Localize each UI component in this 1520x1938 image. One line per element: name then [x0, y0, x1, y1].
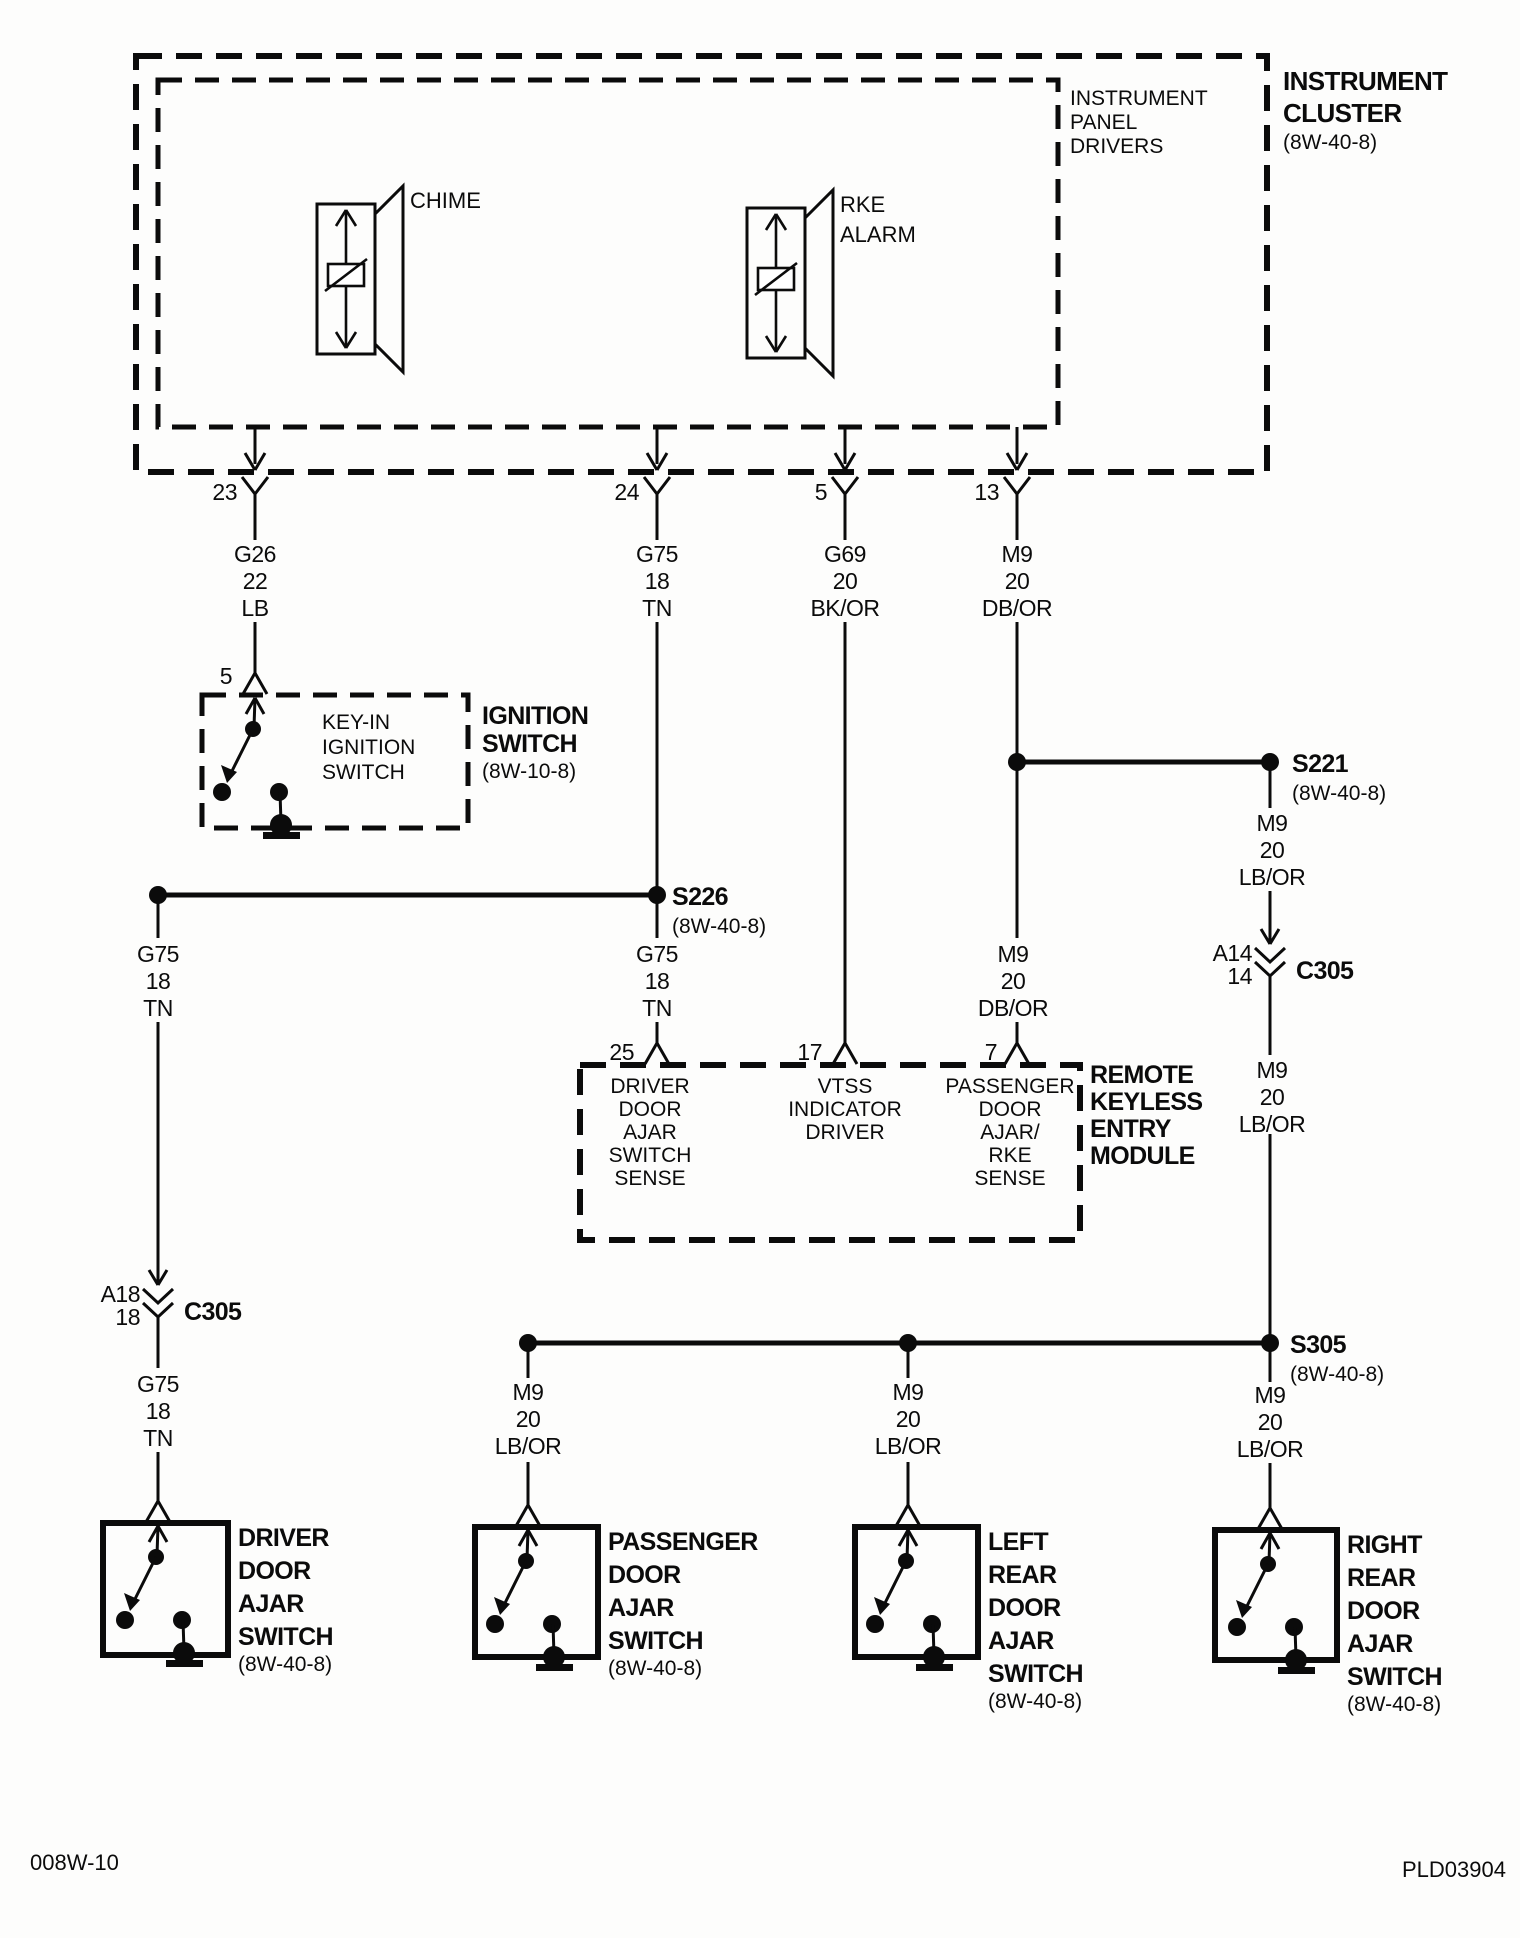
driver-sw-2: DOOR [238, 1557, 311, 1585]
s221-label: S221 [1292, 750, 1348, 778]
wire-m9lb-p-color: LB/OR [494, 1433, 562, 1459]
cluster-ref: (8W-40-8) [1283, 131, 1378, 154]
rke-pin-25-connector [645, 1043, 669, 1064]
rke-alarm-relay-symbol [747, 190, 916, 376]
wire-m9db2-circuit: M9 [997, 941, 1029, 967]
rke-dd-3: AJAR [623, 1121, 677, 1144]
ignition-pin-connector [243, 673, 267, 694]
rke-vtss-3: DRIVER [805, 1121, 885, 1144]
wire-g69-gauge: 20 [832, 568, 858, 594]
pass-sw-2: DOOR [608, 1561, 681, 1589]
lr-sw-2: REAR [988, 1561, 1057, 1589]
rke-dd-4: SWITCH [608, 1144, 692, 1167]
passenger-door-switch-symbol [486, 1530, 573, 1671]
instrument-panel-drivers-label [1070, 87, 1208, 158]
wire-g75b-circuit: G75 [636, 941, 678, 967]
pass-sw-1: PASSENGER [608, 1528, 758, 1556]
pin-23-label: 23 [212, 479, 237, 505]
key-in-label-line3: SWITCH [322, 761, 405, 784]
s305-label: S305 [1290, 1331, 1346, 1359]
wire-g75-pin24 [609, 514, 678, 1065]
left-rear-door-switch-connector [896, 1505, 920, 1526]
c305-a18-label: C305 [184, 1298, 242, 1326]
wire-g75b-gauge: 18 [644, 968, 670, 994]
passenger-door-switch-connector [516, 1505, 540, 1526]
lr-sw-1: LEFT [988, 1528, 1049, 1556]
instrument-cluster-title [1283, 66, 1448, 154]
wire-g75-color: TN [642, 595, 672, 621]
splice-s221 [1008, 750, 1386, 805]
rke-pd-5: SENSE [974, 1167, 1046, 1190]
wire-g26 [220, 514, 276, 694]
wire-m9lb-r1-color: LB/OR [1238, 864, 1306, 890]
pass-sw-ref: (8W-40-8) [608, 1657, 703, 1680]
c305-a18-terminal: 18 [115, 1304, 140, 1330]
wire-g26-circuit: G26 [234, 541, 276, 567]
key-in-label-line2: IGNITION [322, 736, 416, 759]
rke-dd-5: SENSE [614, 1167, 686, 1190]
rr-sw-1: RIGHT [1347, 1531, 1422, 1559]
rke-pin-7-connector [1005, 1043, 1029, 1064]
wire-g75-gauge: 18 [644, 568, 670, 594]
rr-sw-5: SWITCH [1347, 1663, 1442, 1691]
wire-g75-left [101, 903, 242, 1522]
instrument-panel-drivers-box [158, 80, 1058, 427]
lr-sw-4: AJAR [988, 1627, 1054, 1655]
wire-g75-l2-color: TN [143, 1425, 173, 1451]
wire-g75-circuit: G75 [636, 541, 678, 567]
rke-alarm-label-line2: ALARM [840, 222, 916, 247]
plate-number: PLD03904 [1402, 1857, 1506, 1882]
wire-m9lb-rr-circuit: M9 [1254, 1382, 1286, 1408]
wire-m9lb-rr-gauge: 20 [1257, 1409, 1283, 1435]
rr-sw-3: DOOR [1347, 1597, 1420, 1625]
wire-m9lb-rr-color: LB/OR [1236, 1436, 1304, 1462]
wire-g75-l1-gauge: 18 [145, 968, 171, 994]
panel-label-line1: INSTRUMENT [1070, 87, 1208, 110]
wire-m9lb-r2-color: LB/OR [1238, 1111, 1306, 1137]
wire-g75b-color: TN [642, 995, 672, 1021]
wire-m9-dbor [978, 514, 1052, 1065]
wire-m9lb-p-gauge: 20 [515, 1406, 541, 1432]
wire-m9-lbor-passenger [495, 1351, 562, 1526]
ignition-title-line1: IGNITION [482, 702, 589, 730]
chime-label: CHIME [410, 188, 481, 213]
driver-sw-4: SWITCH [238, 1623, 333, 1651]
panel-label-line3: DRIVERS [1070, 135, 1164, 158]
rr-sw-2: REAR [1347, 1564, 1416, 1592]
driver-door-switch-symbol [116, 1526, 203, 1667]
panel-label-line2: PANEL [1070, 111, 1138, 134]
rke-title-4: MODULE [1090, 1142, 1195, 1170]
s226-label: S226 [672, 883, 728, 911]
rke-pin-25-label: 25 [609, 1039, 634, 1065]
c305-a14-terminal: 14 [1227, 963, 1252, 989]
rke-driver-door-sense-label [609, 1075, 692, 1190]
diagram-number: 008W-10 [30, 1850, 119, 1875]
ignition-ref: (8W-10-8) [482, 760, 577, 783]
rr-sw-4: AJAR [1347, 1630, 1413, 1658]
wire-m9-lbor-leftrear [875, 1351, 942, 1526]
rke-module-box [580, 1061, 1203, 1240]
wire-m9-lbor-right [1213, 770, 1354, 1343]
wire-g75-l1-color: TN [143, 995, 173, 1021]
c305-a14-label: C305 [1296, 957, 1354, 985]
rke-module-title [1090, 1061, 1203, 1170]
driver-sw-3: AJAR [238, 1590, 304, 1618]
pin-24-label: 24 [614, 479, 639, 505]
driver-sw-1: DRIVER [238, 1524, 329, 1552]
lr-sw-ref: (8W-40-8) [988, 1690, 1083, 1713]
wire-g26-gauge: 22 [242, 568, 268, 594]
passenger-door-ajar-switch [475, 1527, 758, 1680]
wire-g75-l2-gauge: 18 [145, 1398, 171, 1424]
pass-sw-3: AJAR [608, 1594, 674, 1622]
wire-m9lb-lr-gauge: 20 [895, 1406, 921, 1432]
cluster-title-line2: CLUSTER [1283, 98, 1402, 128]
ignition-switch-box [202, 695, 588, 839]
rke-title-3: ENTRY [1090, 1115, 1171, 1143]
wire-m9lb-p-circuit: M9 [512, 1379, 544, 1405]
rke-pin-7-label: 7 [984, 1039, 997, 1065]
rke-vtss-driver-label [788, 1075, 902, 1144]
c305-a18-cavity: A18 [100, 1281, 140, 1307]
wire-m9lb-r2-gauge: 20 [1259, 1084, 1285, 1110]
pin-13-label: 13 [974, 479, 999, 505]
wire-m9db-gauge: 20 [1004, 568, 1030, 594]
driver-door-ajar-switch [103, 1523, 333, 1676]
wire-g69 [797, 514, 879, 1065]
rke-dd-1: DRIVER [610, 1075, 690, 1098]
wire-g69-color: BK/OR [810, 595, 880, 621]
wire-m9lb-r1-circuit: M9 [1256, 810, 1288, 836]
rke-pd-1: PASSENGER [945, 1075, 1075, 1098]
wire-g75-l2-circuit: G75 [137, 1371, 179, 1397]
key-in-switch-symbol [213, 698, 300, 839]
wire-g69-circuit: G69 [824, 541, 866, 567]
s221-ref: (8W-40-8) [1292, 782, 1387, 805]
right-rear-door-ajar-switch [1215, 1530, 1442, 1716]
left-rear-door-ajar-switch [855, 1527, 1083, 1713]
lr-sw-3: DOOR [988, 1594, 1061, 1622]
right-rear-door-switch-connector [1258, 1508, 1282, 1529]
s226-ref: (8W-40-8) [672, 915, 767, 938]
wire-g26-color: LB [241, 595, 269, 621]
rke-pd-2: DOOR [978, 1098, 1042, 1121]
cluster-title-line1: INSTRUMENT [1283, 66, 1448, 96]
wire-m9db2-gauge: 20 [1000, 968, 1026, 994]
rke-title-1: REMOTE [1090, 1061, 1194, 1089]
rke-dd-2: DOOR [618, 1098, 682, 1121]
chime-relay-symbol [317, 186, 481, 372]
rke-pin-17-label: 17 [797, 1039, 822, 1065]
driver-sw-ref: (8W-40-8) [238, 1653, 333, 1676]
rr-sw-ref: (8W-40-8) [1347, 1693, 1442, 1716]
driver-door-switch-connector [146, 1501, 170, 1522]
rke-vtss-1: VTSS [817, 1075, 873, 1098]
ignition-title-line2: SWITCH [482, 730, 577, 758]
wire-m9lb-r2-circuit: M9 [1256, 1057, 1288, 1083]
ignition-pin-label: 5 [219, 663, 232, 689]
rke-pd-3: AJAR/ [980, 1121, 1040, 1144]
wire-m9lb-lr-color: LB/OR [874, 1433, 942, 1459]
rke-pin-17-connector [833, 1043, 857, 1064]
rke-vtss-2: INDICATOR [788, 1098, 902, 1121]
wire-m9db2-color: DB/OR [977, 995, 1049, 1021]
lr-sw-5: SWITCH [988, 1660, 1083, 1688]
wire-g75-l1-circuit: G75 [137, 941, 179, 967]
rke-title-2: KEYLESS [1090, 1088, 1203, 1116]
rke-alarm-label-line1: RKE [840, 192, 886, 217]
splice-s305 [519, 1331, 1384, 1386]
wire-m9lb-r1-gauge: 20 [1259, 837, 1285, 863]
rke-pd-4: RKE [988, 1144, 1032, 1167]
key-in-label-line1: KEY-IN [322, 711, 391, 734]
left-rear-door-switch-symbol [866, 1530, 953, 1671]
wire-m9db-circuit: M9 [1001, 541, 1033, 567]
wire-m9lb-lr-circuit: M9 [892, 1379, 924, 1405]
c305-a14-cavity: A14 [1212, 940, 1252, 966]
rke-passenger-door-sense-label [945, 1075, 1074, 1190]
wire-m9db-color: DB/OR [981, 595, 1053, 621]
splice-s226 [149, 883, 766, 938]
pin-5-label: 5 [814, 479, 827, 505]
pass-sw-4: SWITCH [608, 1627, 703, 1655]
s305-ref: (8W-40-8) [1290, 1363, 1385, 1386]
right-rear-door-switch-symbol [1228, 1533, 1315, 1674]
